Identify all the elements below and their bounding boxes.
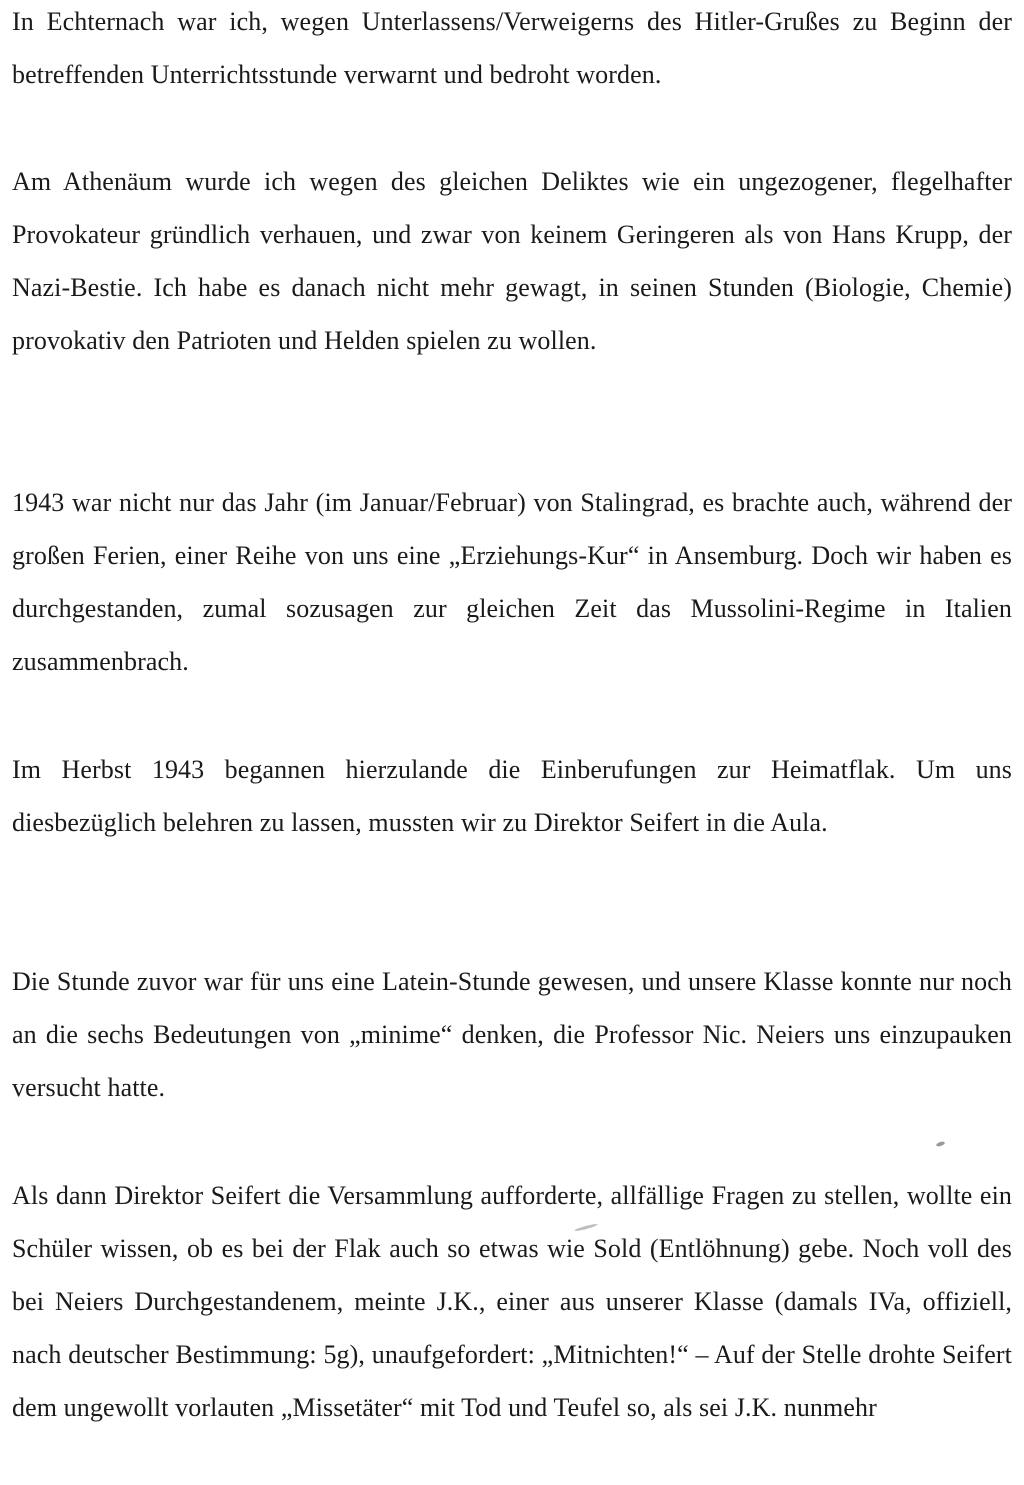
paragraph-echternach: In Echternach war ich, wegen Unterlassens/Verweigerns des Hitler-Grußes zu Beginn der betreffenden Unterrichtsstunde verwarnt und bedroht worden.: [12, 7, 1012, 89]
paragraph-direktor-seifert: Als dann Direktor Seifert die Versammlung aufforderte, allfällige Fragen zu stellen, wollte ein Schüler wissen, ob es bei der Flak auch so etwas wie Sold (Entlöhnung) gebe. Noch voll des bei Neiers Durchgestandenem, meinte J.K., einer aus unserer Klasse (damals IVa, offiziell, nach deutscher Bestimmung: 5g), unaufgefordert: „Mitnichten!“ – Auf der Stelle drohte Seifert dem ungewollt vorlauten „Missetäter“ mit Tod und Teufel so, als sei J.K. nunmehr: [12, 1181, 1012, 1422]
paragraph-athenaeum: Am Athenäum wurde ich wegen des gleichen Deliktes wie ein ungezogener, flegelhafter Provokateur gründlich verhauen, und zwar von keinem Geringeren als von Hans Krupp, der Nazi-Bestie. Ich habe es danach nicht mehr gewagt, in seinen Stunden (Biologie, Chemie) provokativ den Patrioten und Helden spielen zu wollen.: [12, 167, 1012, 355]
paragraph-latein-stunde: Die Stunde zuvor war für uns eine Latein-Stunde gewesen, und unsere Klasse konnte nur noch an die sechs Bedeutungen von „minime“ denken, die Professor Nic. Neiers uns einzupauken versucht hatte.: [12, 967, 1012, 1102]
paragraph-1943-stalingrad: 1943 war nicht nur das Jahr (im Januar/Februar) von Stalingrad, es brachte auch, während der großen Ferien, einer Reihe von uns eine „Erziehungs-Kur“ in Ansemburg. Doch wir haben es durchgestanden, zumal sozusagen zur gleichen Zeit das Mussolini-Regime in Italien zusammenbrach.: [12, 488, 1012, 676]
scan-speck: [936, 1141, 946, 1148]
paragraph-herbst-1943: Im Herbst 1943 begannen hierzulande die Einberufungen zur Heimatflak. Um uns diesbezüglich belehren zu lassen, mussten wir zu Direktor Seifert in die Aula.: [12, 755, 1012, 837]
